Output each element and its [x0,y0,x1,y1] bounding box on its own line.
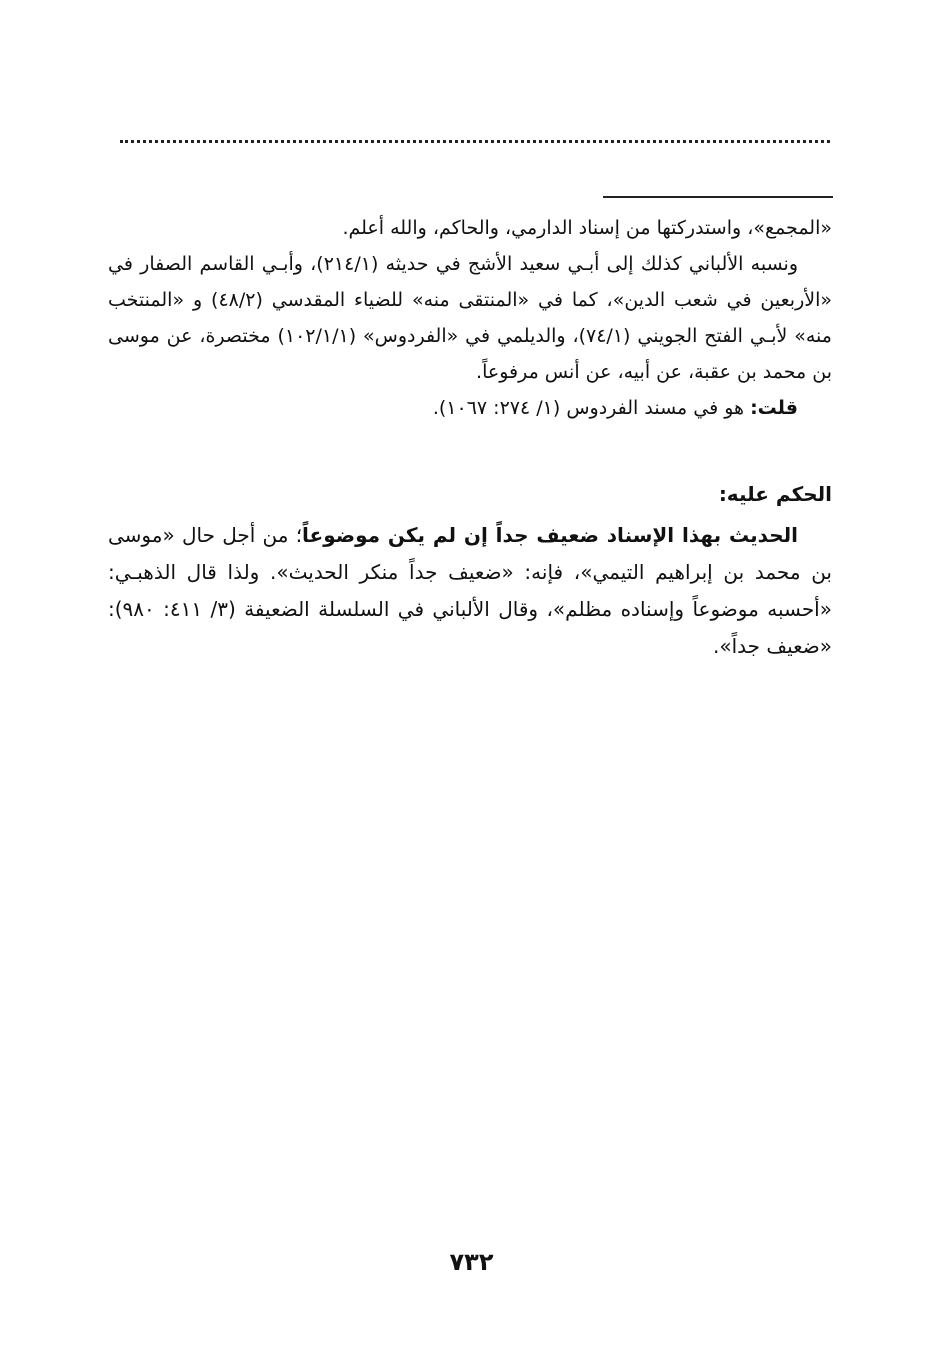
footnote-text [108,210,832,426]
footnote-paragraph-albani: ونسبه الألباني كذلك إلى أبـي سعيد الأشج في حديثه (٢١٤/١)، وأبـي القاسم الصفار في «الأربعين في شعب الدين»، كما في «المنتقى منه» للضياء المقدسي (٤٨/٢) و «المنتخب منه» لأبـي الفتح الجويني (٧٤/١)، والديلمي في «الفردوس» (١٠٢/١/١) مختصرة، عن موسى بن محمد بن عقبة، عن أبيه، عن أنس مرفوعاً. [108,253,832,383]
ruling-paragraph [108,517,832,665]
ruling-lead: الحديث بهذا الإسناد ضعيف جداً إن لم يكن موضوعاً [302,523,798,547]
ruling-text: ؛ من أجل حال «موسى بن محمد بن إبراهيم التيمي»، فإنه: «ضعيف جداً منكر الحديث». ولذا قال الذهبـي: «أحسبه موضوعاً وإسناده مظلم»، وقال الألباني في السلسلة الضعيفة (٣/ ٤١١: ٩٨٠): «ضعيف جداً». [108,523,832,658]
footnote-separator-line [603,196,833,198]
page-number: ٧٣٢ [449,1248,494,1276]
ruling-heading: الحكم عليه: [718,482,832,506]
ruling-section [108,476,832,665]
footnote-qult-paragraph [108,390,832,426]
qult-text: هو في مسند الفردوس (١/ ٢٧٤: ١٠٦٧). [432,397,745,419]
qult-label: قلت: [750,397,798,419]
dotted-separator [120,140,830,143]
footnote-line-1: «المجمع»، واستدركتها من إسناد الدارمي، والحاكم، والله أعلم. [342,217,832,239]
